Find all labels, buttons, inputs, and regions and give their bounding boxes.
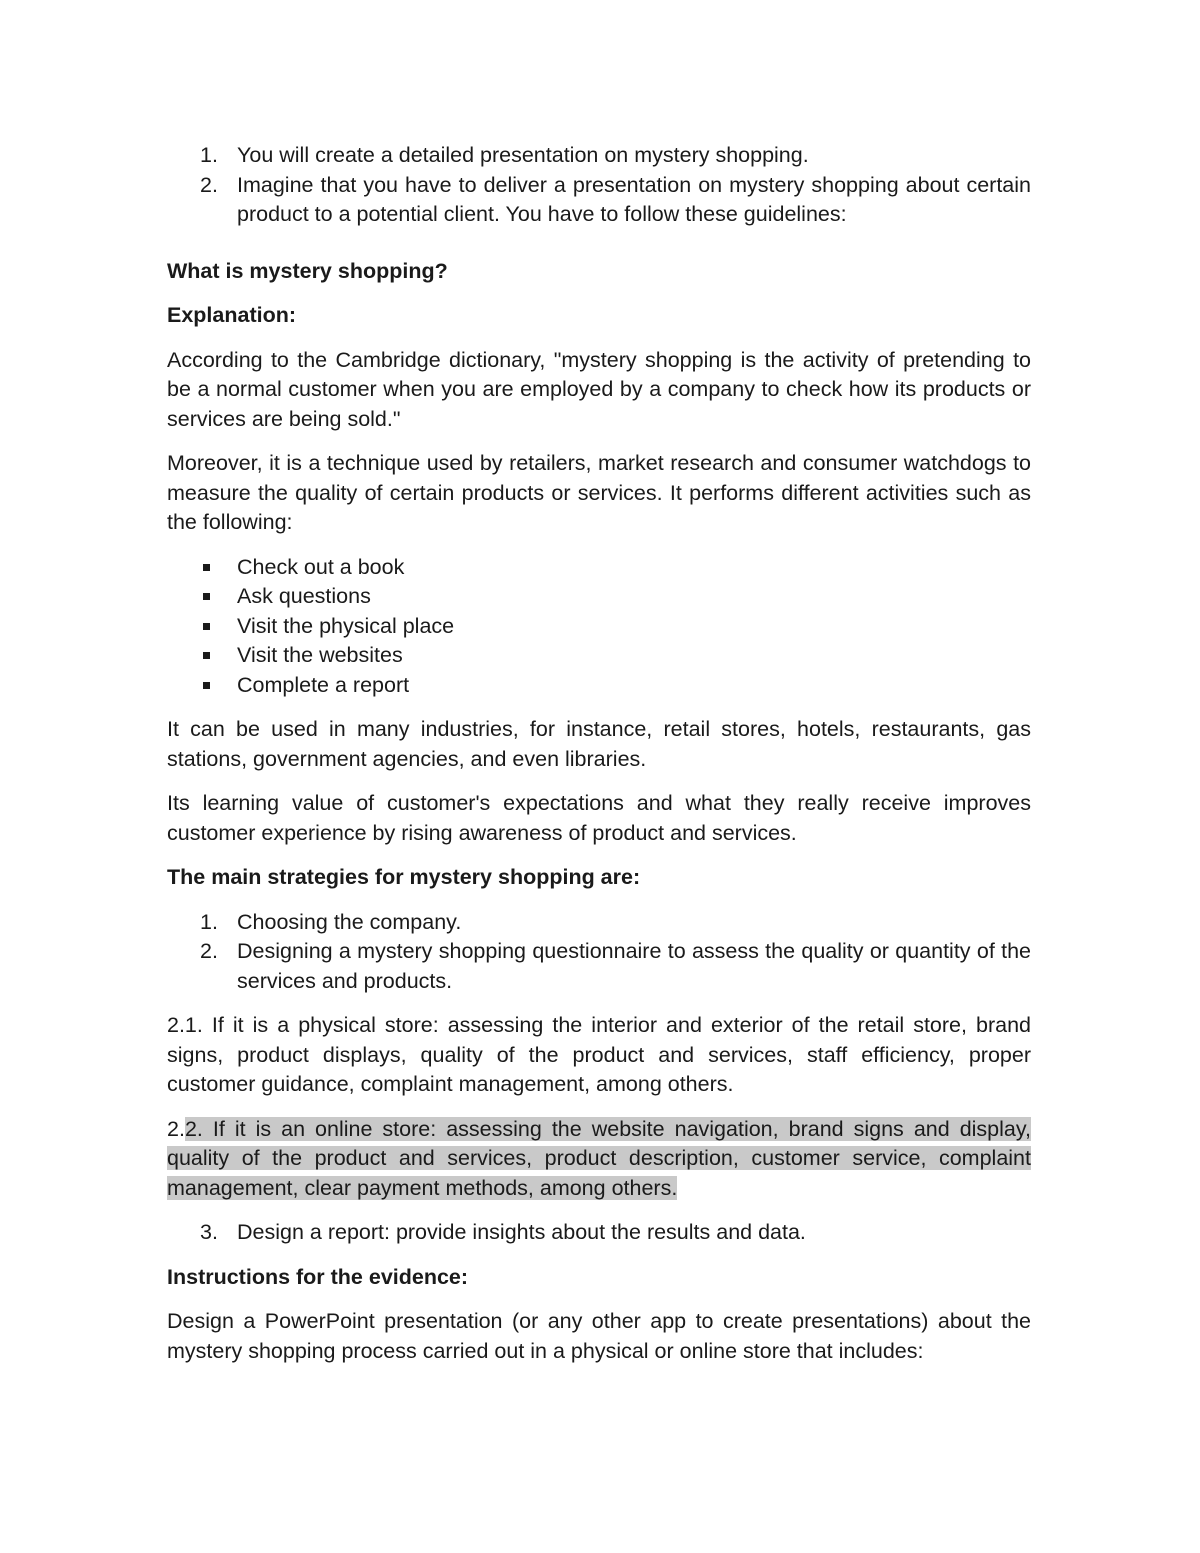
list-item-text: Visit the websites xyxy=(237,643,403,667)
heading-what-is-mystery-shopping: What is mystery shopping? xyxy=(167,258,448,283)
list-number: 2. xyxy=(200,172,218,197)
intro-list xyxy=(167,141,1031,230)
list-item xyxy=(167,553,1031,583)
list-item-text: Ask questions xyxy=(237,584,371,608)
list-item xyxy=(167,671,1031,701)
list-number: 2. xyxy=(200,939,218,963)
list-item-text: Choosing the company. xyxy=(237,909,462,934)
paragraph-physical-store: 2.1. If it is a physical store: assessing the interior and exterior of the retail store, brand signs, product displays, quality of the product and services, staff efficiency, proper customer guidance, complaint management, among others. xyxy=(167,1013,1031,1096)
paragraph-online-store xyxy=(167,1115,1031,1204)
list-number: 1. xyxy=(200,143,218,167)
paragraph-learning-value: Its learning value of customer's expectations and what they really receive improves customer experience by rising awareness of product and services. xyxy=(167,791,1031,845)
square-bullet-icon xyxy=(203,623,210,630)
paragraph-industries: It can be used in many industries, for instance, retail stores, hotels, restaurants, gas stations, government agencies, and even libraries. xyxy=(167,717,1031,771)
list-item xyxy=(167,141,1031,171)
list-item xyxy=(167,641,1031,671)
heading-instructions: Instructions for the evidence: xyxy=(167,1264,469,1289)
list-item-text: Imagine that you have to deliver a presentation on mystery shopping about certain product to a potential client. You have to follow these guidelines: xyxy=(237,172,1031,226)
list-item-text: You will create a detailed presentation on mystery shopping. xyxy=(237,143,809,167)
paragraph-moreover: Moreover, it is a technique used by retailers, market research and consumer watchdogs to measure the quality of certain products or services. It performs different activities such as the following: xyxy=(167,451,1031,534)
square-bullet-icon xyxy=(203,593,210,600)
heading-explanation: Explanation: xyxy=(167,303,297,327)
heading-main-strategies: The main strategies for mystery shopping are: xyxy=(167,865,641,889)
list-item-text: Designing a mystery shopping questionnaire to assess the quality or quantity of the services and products. xyxy=(237,939,1031,993)
list-item-text: Visit the physical place xyxy=(237,613,455,638)
square-bullet-icon xyxy=(203,652,210,659)
list-item xyxy=(167,937,1031,996)
activities-list xyxy=(167,553,1031,701)
list-item xyxy=(167,171,1031,230)
square-bullet-icon xyxy=(203,564,210,571)
paragraph-cambridge-definition: According to the Cambridge dictionary, "mystery shopping is the activity of pretending to be a normal customer when you are employed by a company to check how its products or services are being sold." xyxy=(167,347,1031,431)
list-item xyxy=(167,1218,1031,1248)
list-item xyxy=(167,612,1031,642)
strategies-list xyxy=(167,908,1031,997)
list-number: 1. xyxy=(200,909,218,934)
online-store-prefix: 2. xyxy=(167,1116,185,1141)
list-item-text: Check out a book xyxy=(237,554,405,579)
list-item-text: Design a report: provide insights about the results and data. xyxy=(237,1220,806,1244)
list-number: 3. xyxy=(200,1220,218,1244)
highlighted-selection: 2. If it is an online store: assessing the website navigation, brand signs and display, quality of the product and services, product description, customer service, complaint management, clear payment methods, among others. xyxy=(167,1116,1031,1200)
list-item xyxy=(167,908,1031,938)
paragraph-design-presentation: Design a PowerPoint presentation (or any other app to create presentations) about the mystery shopping process carried out in a physical or online store that includes: xyxy=(167,1309,1031,1363)
list-item-text: Complete a report xyxy=(237,672,410,697)
square-bullet-icon xyxy=(203,682,210,689)
list-item xyxy=(167,582,1031,612)
document-page xyxy=(167,141,1031,1366)
strategy-3-list xyxy=(167,1218,1031,1248)
